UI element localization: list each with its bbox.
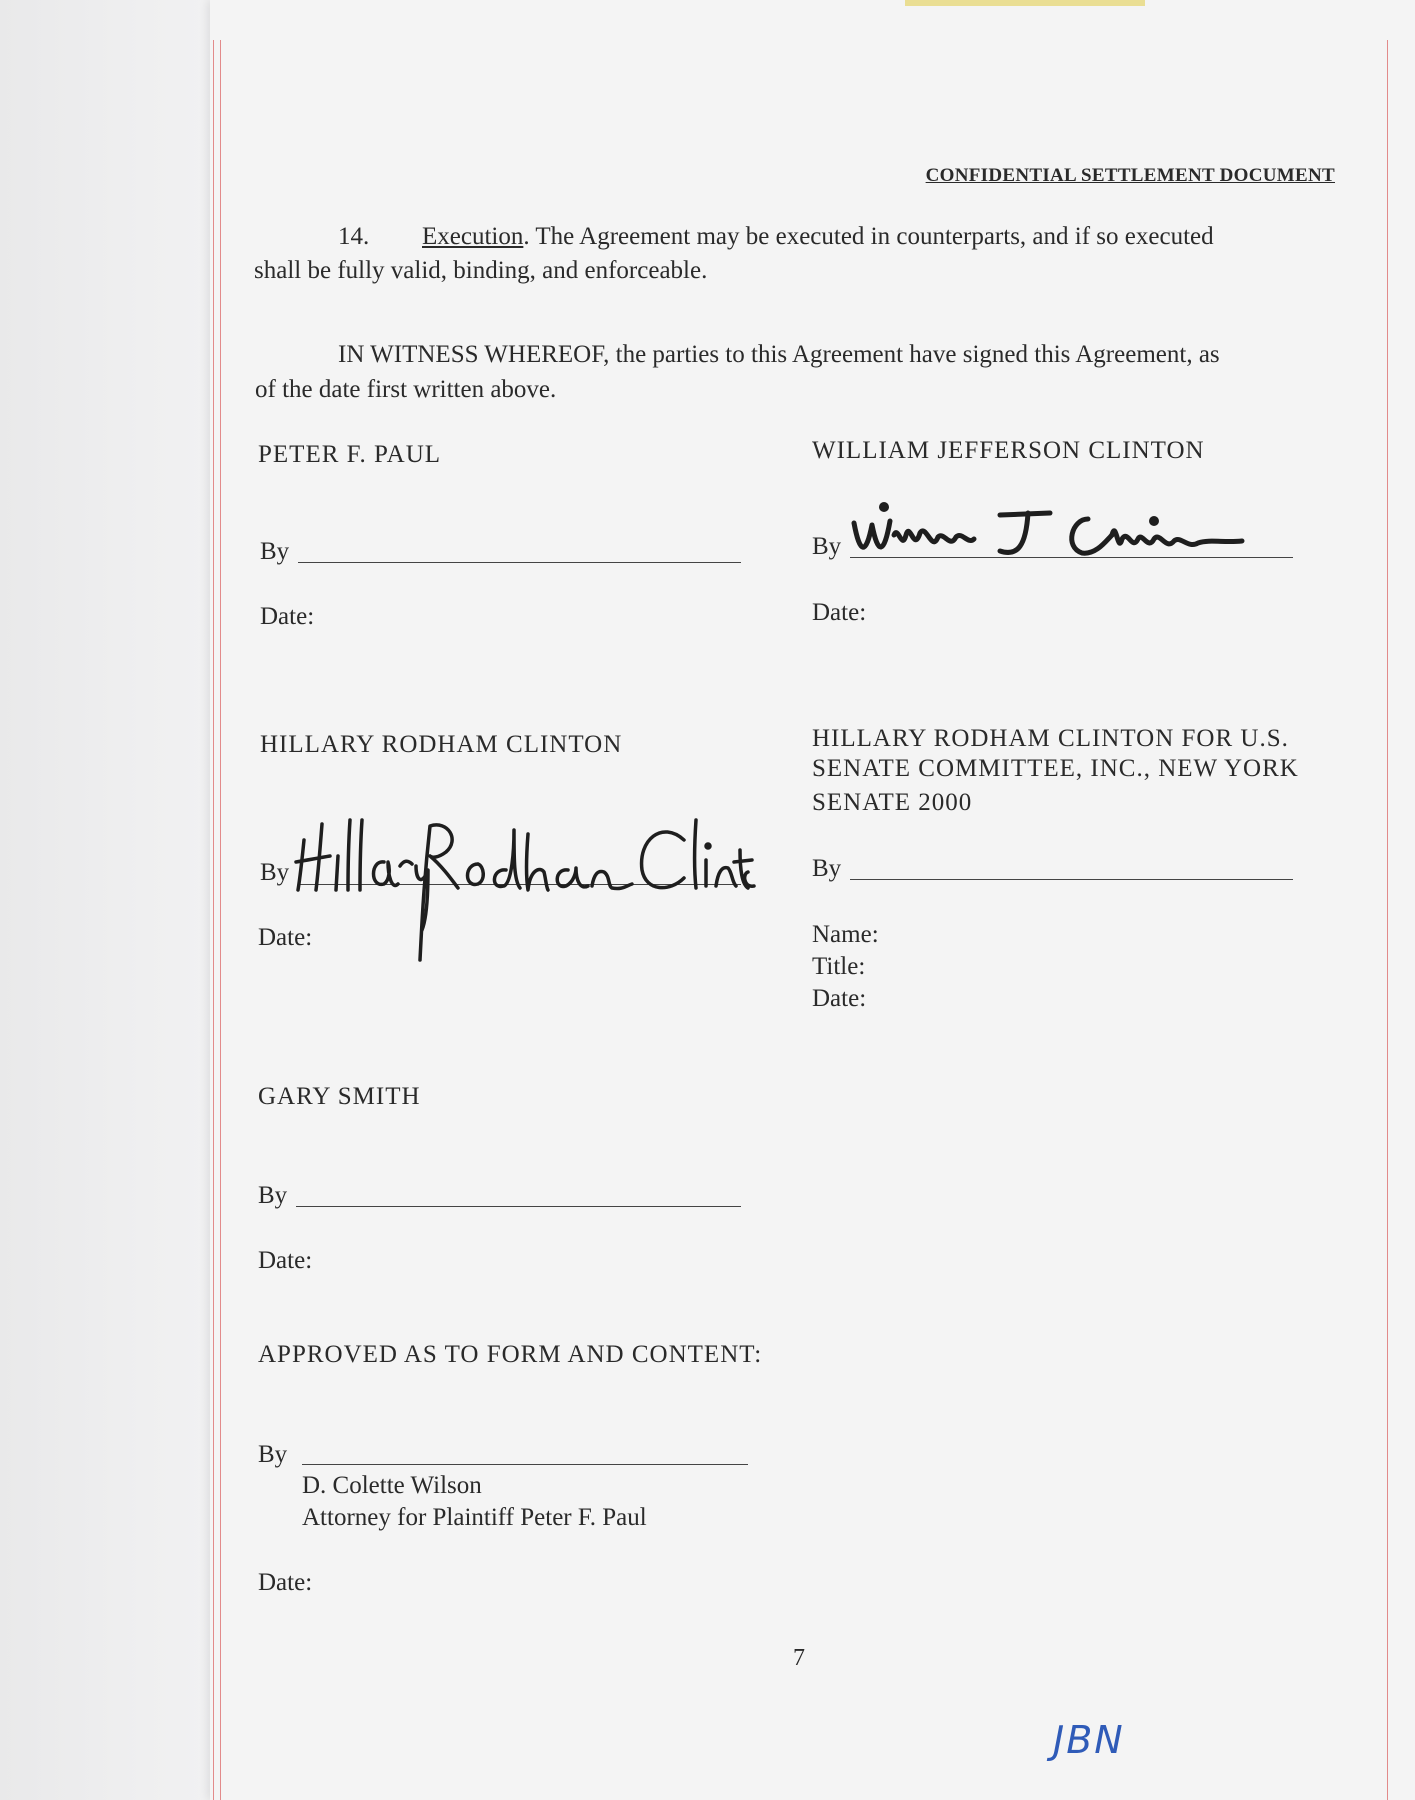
background-sheet: [0, 0, 240, 1800]
peter-name: PETER F. PAUL: [258, 441, 442, 468]
document-header: CONFIDENTIAL SETTLEMENT DOCUMENT: [925, 165, 1335, 186]
execution-line-1: [422, 220, 1214, 254]
page-number: 7: [793, 1645, 805, 1671]
right-margin-line: [1387, 40, 1388, 1800]
william-by-label: By: [812, 533, 842, 560]
gary-by-label: By: [258, 1182, 288, 1209]
execution-line-2: shall be fully valid, binding, and enforceable.: [254, 257, 708, 284]
execution-heading: Execution: [422, 223, 524, 250]
left-margin-line-outer: [213, 40, 214, 1800]
committee-title-label: Title:: [812, 953, 866, 980]
approved-signature-line: [302, 1464, 748, 1465]
william-date-label: Date:: [812, 599, 867, 626]
committee-name-line-3: SENATE 2000: [812, 789, 973, 816]
committee-signature-line: [850, 879, 1293, 880]
committee-date-label: Date:: [812, 985, 867, 1012]
peter-signature-line: [298, 562, 741, 563]
hillary-by-label: By: [260, 859, 290, 886]
execution-text: . The Agreement may be executed in counterparts, and if so executed: [523, 223, 1214, 250]
approved-by-label: By: [258, 1441, 288, 1468]
approved-date-label: Date:: [258, 1569, 313, 1596]
committee-name-label: Name:: [812, 921, 879, 948]
hillary-date-label: Date:: [258, 924, 313, 951]
approved-heading: APPROVED AS TO FORM AND CONTENT:: [258, 1341, 763, 1368]
approved-signer-name: D. Colette Wilson: [302, 1472, 482, 1499]
witness-line-1: IN WITNESS WHEREOF, the parties to this Agreement have signed this Agreement, as: [338, 341, 1220, 368]
approved-signer-role: Attorney for Plaintiff Peter F. Paul: [302, 1504, 647, 1531]
hillary-name: HILLARY RODHAM CLINTON: [260, 731, 623, 758]
left-margin-line-inner: [220, 40, 221, 1800]
gary-name: GARY SMITH: [258, 1083, 421, 1110]
witness-line-2: of the date first written above.: [255, 376, 557, 403]
gary-signature-line: [296, 1206, 741, 1207]
committee-name-line-2: SENATE COMMITTEE, INC., NEW YORK: [812, 755, 1299, 782]
handwritten-initials: JBN: [1053, 1718, 1125, 1762]
gary-date-label: Date:: [258, 1247, 313, 1274]
peter-date-label: Date:: [260, 603, 315, 630]
peter-by-label: By: [260, 538, 290, 565]
committee-by-label: By: [812, 855, 842, 882]
yellow-tab: [905, 0, 1145, 6]
committee-name-line-1: HILLARY RODHAM CLINTON FOR U.S.: [812, 725, 1289, 752]
section-number: 14.: [338, 223, 370, 250]
hillary-signature: [292, 810, 762, 965]
william-name: WILLIAM JEFFERSON CLINTON: [812, 437, 1205, 464]
william-signature: [850, 495, 1270, 565]
